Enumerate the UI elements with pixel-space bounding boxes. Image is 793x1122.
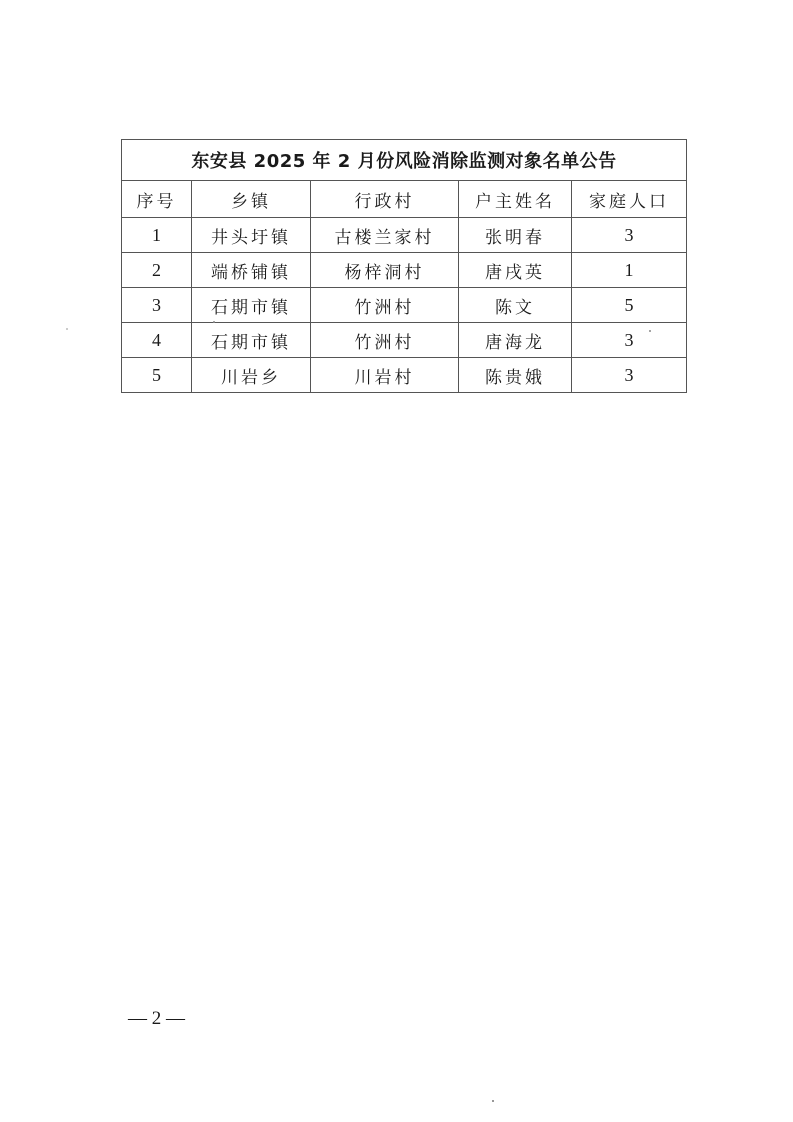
cell-householder: 唐戌英 (459, 253, 572, 288)
page-number: — 2 — (128, 1008, 185, 1029)
cell-township: 石期市镇 (192, 323, 311, 358)
table-row (122, 358, 687, 393)
cell-village: 杨梓洞村 (311, 253, 459, 288)
cell-township: 川岩乡 (192, 358, 311, 393)
cell-township: 端桥铺镇 (192, 253, 311, 288)
cell-household-size: 1 (572, 253, 687, 288)
cell-township: 石期市镇 (192, 288, 311, 323)
cell-index: 3 (122, 288, 192, 323)
table-row (122, 253, 687, 288)
cell-township: 井头圩镇 (192, 218, 311, 253)
table-row (122, 218, 687, 253)
cell-index: 1 (122, 218, 192, 253)
cell-householder: 陈贵娥 (459, 358, 572, 393)
cell-village: 古楼兰家村 (311, 218, 459, 253)
cell-index: 4 (122, 323, 192, 358)
header-household-size: 家庭人口 (572, 181, 687, 218)
cell-index: 2 (122, 253, 192, 288)
scan-speck (649, 330, 651, 332)
header-index: 序号 (122, 181, 192, 218)
monitoring-list-table (121, 139, 687, 393)
scan-speck (492, 1100, 494, 1102)
scan-speck (213, 321, 215, 323)
table-row (122, 323, 687, 358)
scan-speck (66, 328, 68, 330)
cell-household-size: 3 (572, 218, 687, 253)
cell-household-size: 3 (572, 358, 687, 393)
cell-householder: 唐海龙 (459, 323, 572, 358)
cell-householder: 陈文 (459, 288, 572, 323)
header-village: 行政村 (311, 181, 459, 218)
cell-household-size: 5 (572, 288, 687, 323)
header-householder: 户主姓名 (459, 181, 572, 218)
cell-index: 5 (122, 358, 192, 393)
cell-village: 竹洲村 (311, 323, 459, 358)
table-row (122, 288, 687, 323)
header-row (122, 181, 687, 218)
cell-householder: 张明春 (459, 218, 572, 253)
cell-household-size: 3 (572, 323, 687, 358)
table-title: 东安县 2025 年 2 月份风险消除监测对象名单公告 (122, 140, 687, 181)
cell-village: 川岩村 (311, 358, 459, 393)
title-row (122, 140, 687, 181)
header-township: 乡镇 (192, 181, 311, 218)
cell-village: 竹洲村 (311, 288, 459, 323)
